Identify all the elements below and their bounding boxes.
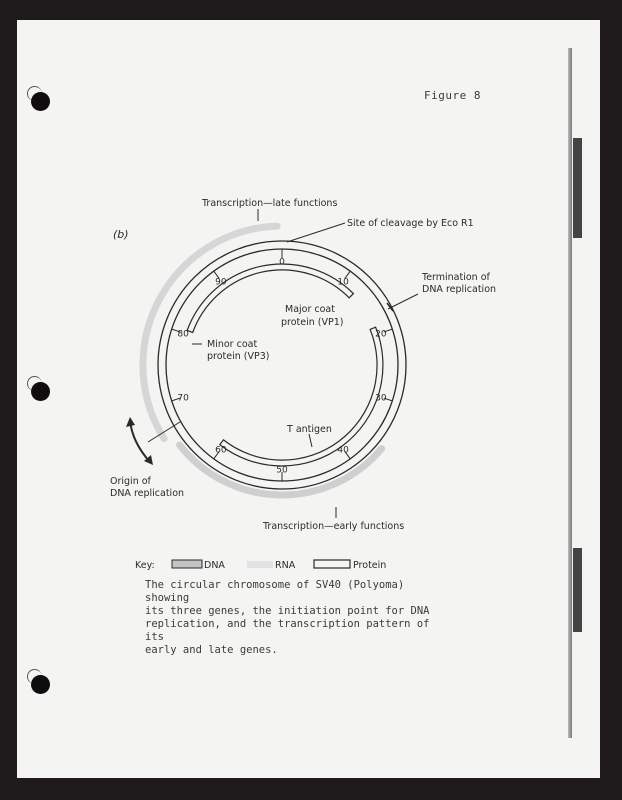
label-major-coat-line1: Major coat (285, 304, 335, 315)
label-major-coat-line2: protein (VP1) (281, 317, 344, 328)
scale-label-40: 40 (337, 445, 349, 456)
label-transcription-early: Transcription—early functions (263, 521, 405, 532)
scale-label-10: 10 (337, 277, 349, 288)
scale-label-90: 90 (215, 277, 227, 288)
panel-label: (b) (113, 228, 129, 241)
scale-label-50: 50 (276, 465, 288, 476)
key-rna-label: RNA (275, 560, 296, 571)
key-protein-swatch (314, 560, 350, 568)
key-dna-swatch (172, 560, 202, 568)
figure-caption: The circular chromosome of SV40 (Polyoma) showing its three genes, the initiation point for DNA replication, and the transcription pattern of its early and late genes. (145, 579, 430, 656)
label-cleavage-site: Site of cleavage by Eco R1 (347, 218, 474, 229)
label-termination-line1: Termination of (422, 272, 490, 283)
leader-cleavage-site (287, 223, 345, 242)
key-title: Key: (135, 560, 155, 571)
leader-t-antigen (309, 434, 312, 447)
label-termination-line2: DNA replication (422, 284, 497, 295)
arrowhead-up (126, 417, 135, 427)
dna-ring-inner (166, 249, 398, 481)
label-minor-coat-line1: Minor coat (207, 339, 258, 350)
scale-label-30: 30 (375, 393, 387, 404)
key-dna-label: DNA (204, 560, 225, 571)
scale-label-20: 20 (375, 329, 387, 340)
label-t-antigen: T antigen (287, 424, 332, 435)
replication-bidirectional-arrow (130, 420, 150, 462)
label-minor-coat-line2: protein (VP3) (207, 351, 270, 362)
scale-label-70: 70 (177, 393, 189, 404)
label-origin-line1: Origin of (110, 476, 151, 487)
rna-late-transcript (143, 226, 277, 439)
label-origin-line2: DNA replication (110, 488, 185, 499)
dna-ring-outer (158, 241, 406, 489)
scale-label-80: 80 (177, 329, 189, 340)
figure-label: Figure 8 (424, 89, 481, 102)
label-transcription-late: Transcription—late functions (202, 198, 338, 209)
scale-label-0: 0 (279, 257, 285, 268)
key-rna-swatch (247, 561, 273, 568)
scale-label-60: 60 (215, 445, 227, 456)
leader-termination (388, 294, 418, 309)
key-protein-label: Protein (353, 560, 387, 571)
